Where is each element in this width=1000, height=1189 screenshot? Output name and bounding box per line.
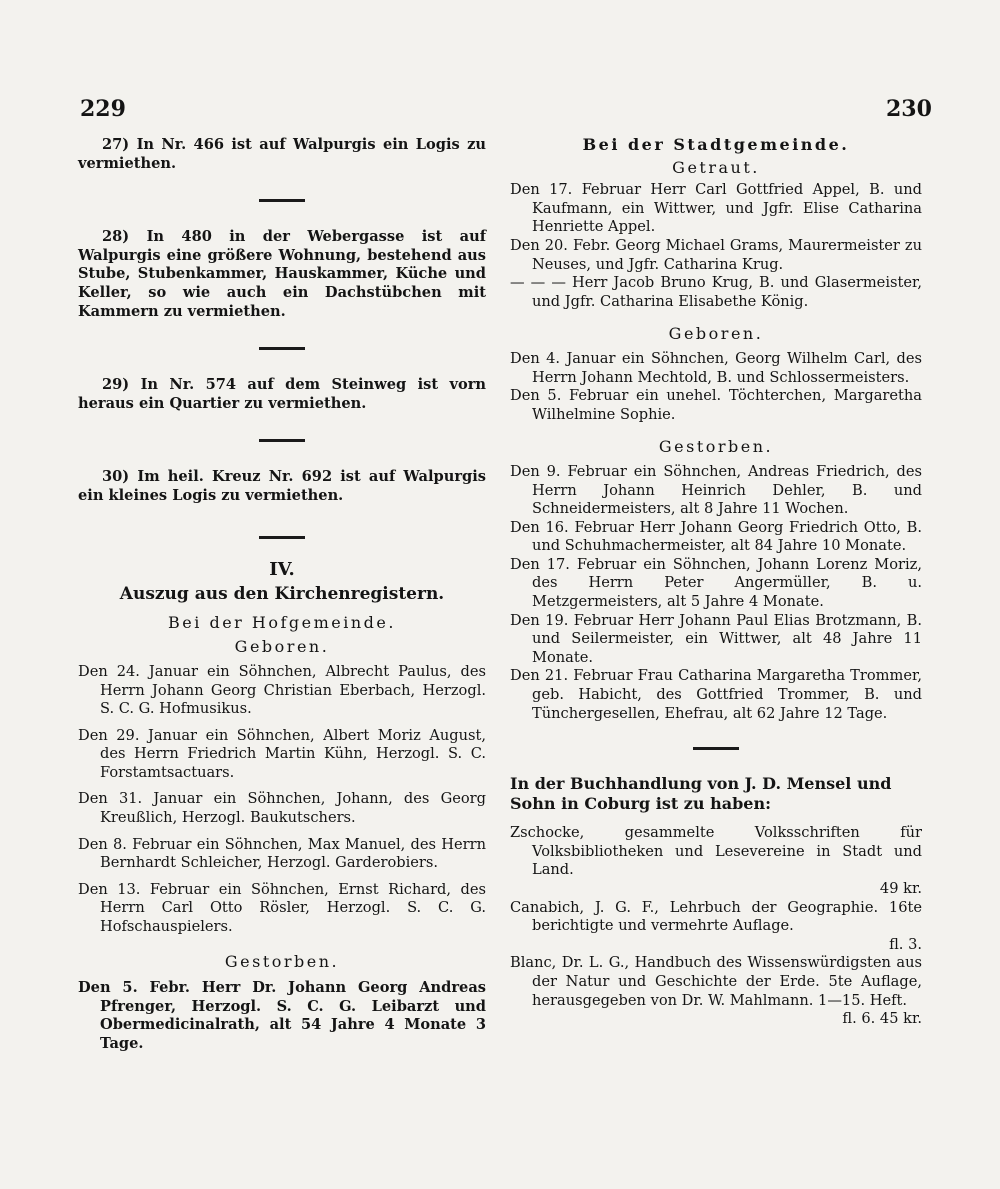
marriage-entry: — — — Herr Jacob Bruno Krug, B. und Glasermeister, und Jgfr. Catharina Elisabethe König. xyxy=(510,274,922,310)
birth-entry: Den 31. Januar ein Söhnchen, Johann, des Georg Kreußlich, Herzogl. Baukutschers. xyxy=(78,790,486,827)
section-number: IV. xyxy=(269,558,295,580)
ad-29: 29) In Nr. 574 auf dem Steinweg ist vorn heraus ein Quartier zu vermiethen. xyxy=(78,376,486,412)
book-price: fl. 6. 45 kr. xyxy=(842,1010,922,1028)
congregation-heading: Bei der Hofgemeinde. xyxy=(168,612,396,632)
born-heading: Geboren. xyxy=(668,324,764,344)
ad-30: 30) Im heil. Kreuz Nr. 692 ist auf Walpurgis ein kleines Logis zu vermiethen. xyxy=(78,468,486,504)
left-page-number: 229 xyxy=(80,96,126,122)
left-column xyxy=(78,136,486,1054)
marriage-entry: Den 17. Februar Herr Carl Gottfried Appel, B. und Kaufmann, ein Wittwer, und Jgfr. Elise Catharina Henriette Appel. xyxy=(510,181,922,236)
right-page-number: 230 xyxy=(886,96,932,122)
death-entry: Den 17. Februar ein Söhnchen, Johann Lorenz Moriz, des Herrn Peter Angermüller, B. u. Metzgermeisters, alt 5 Jahre 4 Monate. xyxy=(510,555,922,611)
death-entry: Den 19. Februar Herr Johann Paul Elias Brotzmann, B. und Seilermeister, ein Wittwer, alt 48 Jahre 11 Monate. xyxy=(510,611,922,666)
death-entry: Den 9. Februar ein Söhnchen, Andreas Friedrich, des Herrn Johann Heinrich Dehler, B. und Schneidermeisters, alt 8 Jahre 11 Wochen. xyxy=(510,462,922,518)
book-title: Blanc, Dr. L. G., Handbuch des Wissenswürdigsten aus der Natur und Geschichte der Erde. 5te Auflage, herausgegeben von Dr. W. Mahlmann. 1—15. Heft. xyxy=(510,954,922,1009)
ad-27: 27) In Nr. 466 ist auf Walpurgis ein Logis zu vermiethen. xyxy=(78,136,486,172)
book-listing xyxy=(510,954,922,1028)
ad-28: 28) In 480 in der Webergasse ist auf Walpurgis eine größere Wohnung, bestehend aus Stube, Stubenkammer, Hauskammer, Küche und Keller, so wie auch ein Dachstübchen mit Kammern zu vermiethen. xyxy=(78,228,486,320)
book-title: Zschocke, gesammelte Volksschriften für Volksbibliotheken und Lesevereine in Stadt und Land. xyxy=(510,824,922,879)
bookshop-heading: In der Buchhandlung von J. D. Mensel und Sohn in Coburg ist zu haben: xyxy=(510,774,892,814)
book-title: Canabich, J. G. F., Lehrbuch der Geographie. 16te berichtigte und vermehrte Auflage. xyxy=(510,898,922,935)
married-heading: Getraut. xyxy=(672,157,760,177)
death-entry: Den 21. Februar Frau Catharina Margaretha Trommer, geb. Habicht, des Gottfried Trommer, B. und Tünchergesellen, Ehefrau, alt 62 Jahre 12 Tage. xyxy=(510,667,922,722)
died-heading: Gestorben. xyxy=(658,437,774,457)
birth-entry: Den 4. Januar ein Söhnchen, Georg Wilhelm Carl, des Herrn Johann Mechtold, B. und Schlossermeisters. xyxy=(510,349,922,386)
death-entry: Den 5. Febr. Herr Dr. Johann Georg Andreas Pfrenger, Herzogl. S. C. G. Leibarzt und Obermedicinalrath, alt 54 Jahre 4 Monate 3 Tage. xyxy=(78,979,486,1052)
section-title: Auszug aus den Kirchenregistern. xyxy=(119,584,445,605)
book-price: fl. 3. xyxy=(889,935,922,953)
birth-entry: Den 5. Februar ein unehel. Töchterchen, Margaretha Wilhelmine Sophie. xyxy=(510,387,922,423)
marriage-entry: Den 20. Febr. Georg Michael Grams, Maurermeister zu Neuses, und Jgfr. Catharina Krug. xyxy=(510,236,922,273)
birth-entry: Den 24. Januar ein Söhnchen, Albrecht Paulus, des Herrn Johann Georg Christian Eberbach, Herzogl. S. C. G. Hofmusikus. xyxy=(78,662,486,718)
right-column xyxy=(510,136,922,1029)
born-heading: Geboren. xyxy=(234,637,330,657)
book-listing xyxy=(510,899,922,955)
book-listing xyxy=(510,824,922,898)
birth-entry: Den 8. Februar ein Söhnchen, Max Manuel, des Herrn Bernhardt Schleicher, Herzogl. Garderobiers. xyxy=(78,835,486,872)
death-entry: Den 16. Februar Herr Johann Georg Friedrich Otto, B. und Schuhmachermeister, alt 84 Jahre 10 Monate. xyxy=(510,518,922,555)
birth-entry: Den 29. Januar ein Söhnchen, Albert Moriz August, des Herrn Friedrich Martin Kühn, Herzogl. S. C. Forstamtsactuars. xyxy=(78,726,486,781)
congregation-heading: Bei der Stadtgemeinde. xyxy=(582,135,850,154)
died-heading: Gestorben. xyxy=(224,951,340,971)
book-price: 49 kr. xyxy=(879,880,922,897)
birth-entry: Den 13. Februar ein Söhnchen, Ernst Richard, des Herrn Carl Otto Rösler, Herzogl. S. C. G. Hofschauspielers. xyxy=(78,880,486,936)
